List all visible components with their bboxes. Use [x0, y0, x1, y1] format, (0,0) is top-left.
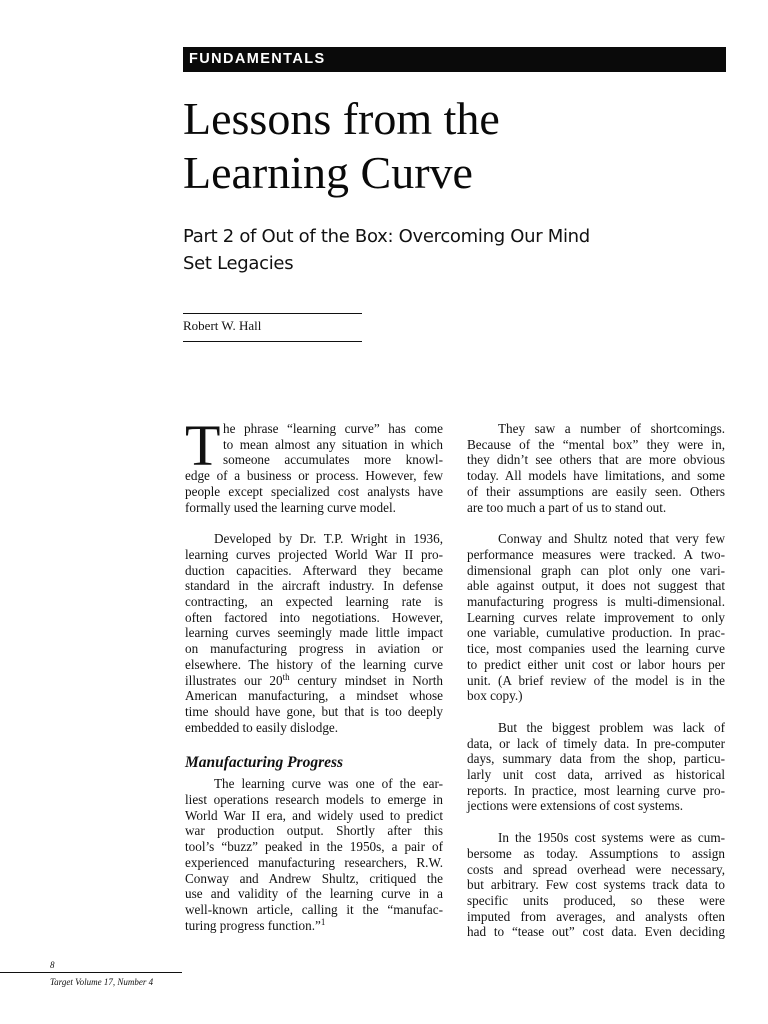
text-line: jections were extensions of cost systems. [467, 798, 684, 814]
footnote-marker: 1 [320, 916, 326, 927]
section-label: FUNDAMENTALS [189, 51, 326, 67]
text-line: experienced manufacturing researchers, R.W. [185, 854, 443, 870]
author-rule-top [183, 313, 362, 314]
subtitle-line-1: Part 2 of Out of the Box: Overcoming Our Mind [183, 226, 590, 247]
text-line: of their assumptions are easily seen. Others [467, 483, 725, 499]
text-line: data, or lack of timely data. In pre-computer [467, 735, 725, 751]
text-line: to mean almost any situation in which [223, 436, 443, 452]
title-line-2: Learning Curve [183, 147, 473, 198]
text-line [185, 673, 443, 689]
text-line: formally used the learning curve model. [185, 499, 396, 515]
title-line-1: Lessons from the [183, 93, 500, 144]
paragraph-history [185, 531, 443, 735]
text-line: tool’s “buzz” peaked in the 1950s, a pair of [185, 839, 443, 855]
text-line: one variable, cumulative production. In prac- [467, 625, 725, 641]
text-line: costs and spread overhead were necessary, [467, 861, 725, 877]
text-line: elsewhere. The history of the learning curve [185, 656, 443, 672]
text-run: century mindset in North [289, 672, 444, 688]
article-subtitle [183, 223, 653, 277]
text-line: World War II era, and widely used to predict [185, 807, 443, 823]
text-line: they didn’t see others that are more obvious [467, 452, 725, 468]
author-rule-bottom [183, 341, 362, 342]
text-line: learning curves projected World War II pro- [185, 546, 443, 562]
text-line: bersome as today. Assumptions to assign [467, 845, 725, 861]
text-line: days, summary data from the shop, particu- [467, 751, 725, 767]
paragraph-cost-systems [467, 830, 725, 940]
text-line: Conway and Shultz noted that very few [498, 531, 725, 547]
text-line: larly unit cost data, arrived as historical [467, 767, 725, 783]
paragraph-intro [185, 413, 443, 515]
text-line: liest operations research models to emerge in [185, 792, 443, 808]
text-line: often factored into negotiations. However, [185, 609, 443, 625]
folio-rule [0, 972, 182, 973]
text-run: illustrates our 20 [185, 672, 283, 688]
text-line: able against output, it does not suggest that [467, 578, 725, 594]
text-line: Because of the “mental box” they were in, [467, 436, 725, 452]
text-line: Conway and Andrew Shultz, critiqued the [185, 870, 443, 886]
text-line: reports. In practice, most learning curve pro- [467, 782, 725, 798]
drop-cap: T [185, 413, 221, 478]
text-line: on manufacturing progress in aviation or [185, 641, 443, 657]
author-byline: Robert W. Hall [183, 318, 262, 333]
text-line: In the 1950s cost systems were as cum- [498, 830, 725, 846]
paragraph-measures [467, 531, 725, 704]
text-line: had to “tease out” cost data. Even deciding [467, 924, 725, 940]
text-line: standard in the aircraft industry. In defense [185, 578, 443, 594]
paragraph-shortcomings [467, 421, 725, 515]
article-title [183, 92, 743, 200]
text-line: The learning curve was one of the ear- [214, 776, 443, 792]
text-line: today. All models have limitations, and some [467, 468, 725, 484]
text-line [185, 918, 443, 934]
text-line: people except specialized cost analysts have [185, 483, 443, 499]
text-run: turing progress function.” [185, 917, 321, 933]
text-line: edge of a business or process. However, few [185, 468, 443, 484]
text-line: he phrase “learning curve” has come [223, 421, 443, 436]
text-line: are too much a part of us to stand out. [467, 499, 667, 515]
text-line: contracting, an expected learning rate is [185, 594, 443, 610]
left-column [185, 413, 444, 933]
right-column [467, 421, 725, 940]
text-line: Learning curves relate improvement to only [467, 609, 725, 625]
text-line: box copy.) [467, 688, 523, 704]
text-line: imputed from averages, and analysts often [467, 908, 725, 924]
page-number: 8 [50, 960, 55, 970]
section-subhead: Manufacturing Progress [185, 754, 344, 772]
publication-info: Target Volume 17, Number 4 [50, 977, 154, 987]
text-line: manufacturing progress is multi-dimensional. [467, 594, 725, 610]
text-line: time should have gone, but that is too deeply [185, 703, 443, 719]
text-line: use and validity of the learning curve in a [185, 886, 443, 902]
paragraph-data-problem [467, 720, 725, 814]
text-line: They saw a number of shortcomings. [498, 421, 725, 436]
text-line: specific units produced, so these were [467, 892, 725, 908]
text-line: embedded to easily dislodge. [185, 719, 339, 735]
text-line: performance measures were tracked. A two- [467, 546, 725, 562]
text-line: dimensional graph can plot only one vari- [467, 562, 725, 578]
text-line: Developed by Dr. T.P. Wright in 1936, [214, 531, 443, 547]
text-line: learning curves seemingly made little impact [185, 625, 443, 641]
text-line: tice, most companies used the learning curve [467, 641, 725, 657]
text-line: well-known article, calling it the “manufac- [185, 901, 443, 917]
text-line: to predict either unit cost or labor hours per [467, 656, 725, 672]
paragraph-manufacturing [185, 776, 443, 933]
text-line: unit. (A brief review of the model is in the [467, 672, 725, 688]
superscript: th [282, 671, 290, 682]
text-line: but arbitrary. Few cost systems track data to [467, 877, 725, 893]
section-banner [183, 47, 726, 72]
text-line: American manufacturing, a mindset whose [185, 688, 443, 704]
text-line: duction capacities. Afterward they became [185, 562, 443, 578]
text-line: war production output. Shortly after this [185, 823, 443, 839]
text-line: someone accumulates more knowl- [223, 452, 443, 468]
subtitle-line-2: Set Legacies [183, 253, 294, 274]
text-line: But the biggest problem was lack of [498, 719, 725, 735]
